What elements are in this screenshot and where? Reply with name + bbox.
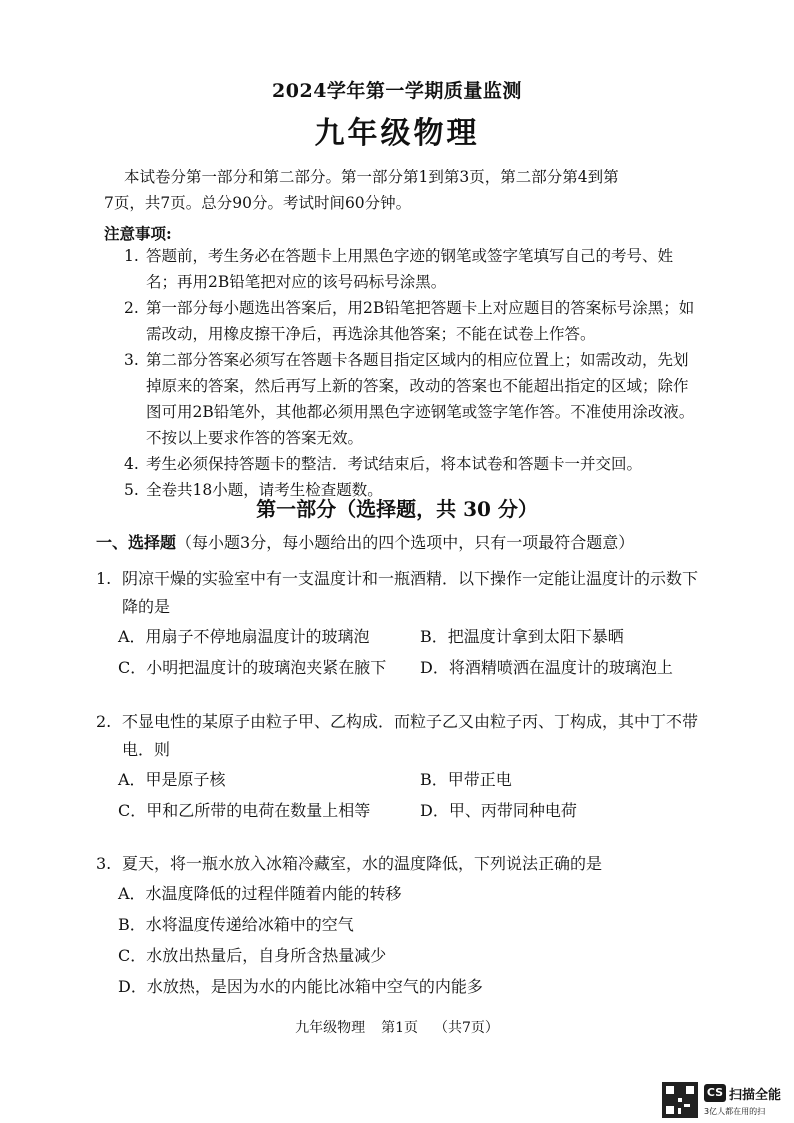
footer-page: 第1页 <box>381 1020 418 1036</box>
intro-paragraph <box>104 164 704 216</box>
note-number: 2. <box>124 299 139 317</box>
part-one-title: 第一部分（选择题，共 30 分） <box>256 497 538 521</box>
option-c: C．甲和乙所带的电荷在数量上相等 <box>118 801 371 820</box>
intro-line-1: 本试卷分第一部分和第二部分。第一部分第1到第3页，第二部分第4到第 <box>124 168 619 186</box>
note-text: 第二部分答案必须写在答题卡各题目指定区域内的相应位置上；如需改动，先划掉原来的答案，然后再写上新的答案，改动的答案也不能超出指定的区域；除作图可用2B铅笔外，其他都必须用黑色字迹钢笔或签字笔作答。不准使用涂改液。不按以上要求作答的答案无效。 <box>146 351 695 447</box>
note-number: 5. <box>124 481 139 499</box>
subject-title: 九年级物理 <box>314 116 480 151</box>
note-text: 考生必须保持答题卡的整洁．考试结束后，将本试卷和答题卡一并交回。 <box>146 455 643 473</box>
notes-heading: 注意事项: <box>104 224 172 243</box>
notes-list <box>124 243 696 503</box>
section-heading <box>96 530 634 553</box>
question-text: 阴凉干燥的实验室中有一支温度计和一瓶酒精．以下操作一定能让温度计的示数下降的是 <box>122 569 699 616</box>
note-text: 全卷共18小题，请考生检查题数。 <box>146 481 383 499</box>
question-stem <box>96 565 706 621</box>
note-number: 1. <box>124 247 139 265</box>
question-number: 2. <box>96 712 112 731</box>
option-a: A．甲是原子核 <box>118 770 226 789</box>
camscanner-logo-icon: CS <box>704 1084 726 1102</box>
watermark-app-name: 扫描全能 <box>729 1088 782 1103</box>
question-2 <box>96 708 706 826</box>
option-a: A．用扇子不停地扇温度计的玻璃泡 <box>118 627 370 646</box>
note-item <box>124 347 696 451</box>
note-item <box>124 243 696 295</box>
note-item <box>124 451 696 477</box>
option-b: B．水将温度传递给冰箱中的空气 <box>118 915 354 934</box>
option-list <box>118 878 706 1002</box>
option-c: C．水放出热量后，自身所含热量减少 <box>118 946 387 965</box>
page-footer <box>0 1017 794 1037</box>
option-c: C．小明把温度计的玻璃泡夹紧在腋下 <box>118 658 387 677</box>
question-text: 夏天，将一瓶水放入冰箱冷藏室，水的温度降低，下列说法正确的是 <box>122 854 603 873</box>
option-d: D．将酒精喷洒在温度计的玻璃泡上 <box>420 658 673 677</box>
option-b: B．把温度计拿到太阳下暴晒 <box>420 627 624 646</box>
question-3 <box>96 850 706 1002</box>
question-stem <box>96 850 706 878</box>
footer-total: （共7页） <box>434 1020 499 1036</box>
note-number: 4. <box>124 455 139 473</box>
question-text: 不显电性的某原子由粒子甲、乙构成．而粒子乙又由粒子丙、丁构成，其中丁不带电．则 <box>122 712 699 759</box>
note-text: 第一部分每小题选出答案后，用2B铅笔把答题卡上对应题目的答案标号涂黑；如需改动，用橡皮擦干净后，再选涂其他答案；不能在试卷上作答。 <box>146 299 695 343</box>
section-label: 一、选择题 <box>96 533 177 552</box>
question-number: 1. <box>96 569 112 588</box>
option-b: B．甲带正电 <box>420 770 512 789</box>
exam-title: 2024学年第一学期质量监测 <box>272 80 522 102</box>
note-text: 答题前，考生务必在答题卡上用黑色字迹的钢笔或签字笔填写自己的考号、姓名；再用2B铅笔把对应的该号码标号涂黑。 <box>146 247 674 291</box>
footer-subject: 九年级物理 <box>295 1020 366 1036</box>
option-a: A．水温度降低的过程伴随着内能的转移 <box>118 884 402 903</box>
option-d: D．水放热，是因为水的内能比冰箱中空气的内能多 <box>118 977 483 996</box>
qr-code-icon <box>662 1082 698 1118</box>
option-d: D．甲、丙带同种电荷 <box>420 801 577 820</box>
question-1 <box>96 565 706 683</box>
note-number: 3. <box>124 351 139 369</box>
watermark-slogan: 3亿人都在用的扫 <box>704 1107 766 1116</box>
note-item <box>124 295 696 347</box>
intro-line-2: 7页，共7页。总分90分。考试时间60分钟。 <box>104 194 412 212</box>
option-list <box>118 764 706 826</box>
section-note: （每小题3分，每小题给出的四个选项中，只有一项最符合题意） <box>176 533 635 552</box>
option-list <box>118 621 706 683</box>
question-stem <box>96 708 706 764</box>
question-number: 3. <box>96 854 112 873</box>
